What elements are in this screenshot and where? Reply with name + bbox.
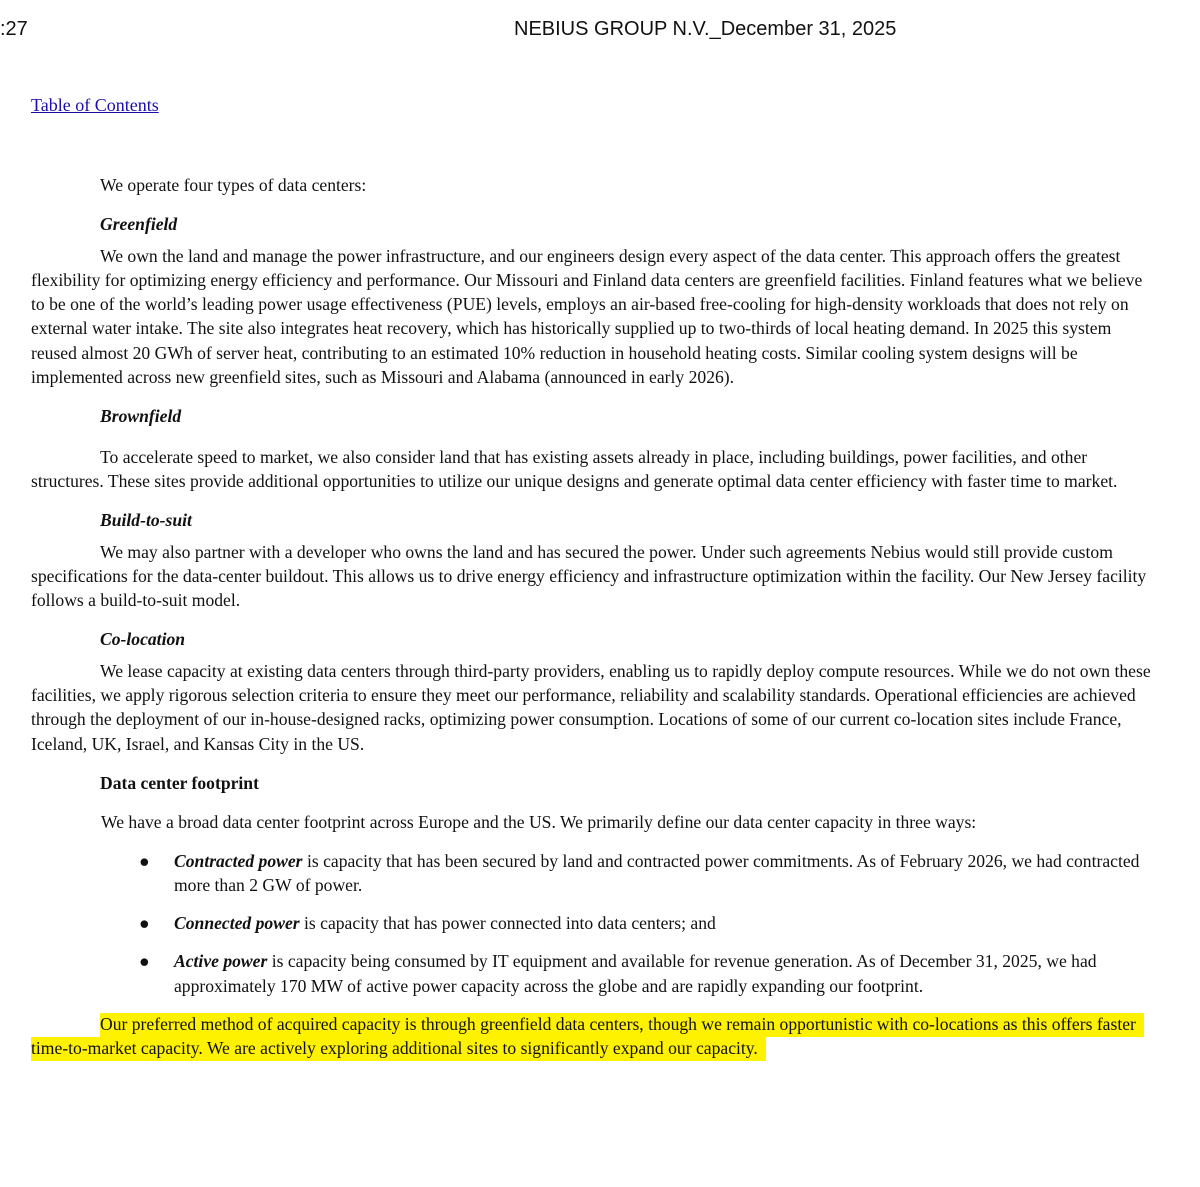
bullet-icon: ●: [139, 951, 150, 972]
document-title: NEBIUS GROUP N.V._December 31, 2025: [514, 18, 897, 40]
header-time-fragment: :27: [0, 18, 28, 40]
section-body-build-to-suit: We may also partner with a developer who owns the land and has secured the power. Under such agreements Nebius would still provide custom specifications for the data-center buildout. This allows us to drive energy efficiency and infrastructure optimization within the facility. Our New Jersey facility follows a build-to-suit model.: [31, 541, 1147, 611]
document-body: [31, 173, 1153, 1061]
list-item: [31, 849, 1153, 898]
section-body-brownfield: To accelerate speed to market, we also consider land that has existing assets already in place, including buildings, power facilities, and other structures. These sites provide additional opportunities to utilize our unique designs and generate optimal data center efficiency with faster time to market.: [31, 446, 1118, 491]
highlighted-text: Our preferred method of acquired capacity is through greenfield data centers, though we remain opportunistic with co-locations as this offers faster time-to-market capacity. We are actively exploring additional sites to significantly expand our capacity.: [31, 1013, 1144, 1061]
table-of-contents-link[interactable]: Table of Contents: [31, 95, 159, 115]
bullet-text: is capacity being consumed by IT equipment and available for revenue generation. As of December 31, 2025, we had approximately 170 MW of active power capacity across the globe and are rapidly expanding our footprint.: [174, 951, 1097, 996]
list-item: [31, 911, 1153, 935]
footprint-intro: We have a broad data center footprint across Europe and the US. We primarily define our data center capacity in three ways:: [101, 812, 977, 833]
bullet-text: is capacity that has power connected into data centers; and: [299, 913, 716, 934]
bullet-term: Contracted power: [174, 850, 303, 871]
section-heading-greenfield: Greenfield: [100, 214, 178, 235]
list-item: [31, 949, 1153, 998]
bullet-icon: ●: [139, 913, 150, 934]
capacity-definitions-list: [31, 849, 1153, 998]
footprint-heading: Data center footprint: [100, 772, 259, 793]
section-heading-co-location: Co-location: [100, 629, 186, 650]
section-heading-brownfield: Brownfield: [100, 406, 182, 427]
intro-paragraph: We operate four types of data centers:: [100, 175, 367, 195]
bullet-text: is capacity that has been secured by land and contracted power commitments. As of February 2026, we had contracted more than 2 GW of power.: [174, 850, 1140, 895]
bullet-term: Connected power: [174, 913, 300, 934]
bullet-icon: ●: [139, 850, 150, 871]
bullet-term: Active power: [174, 951, 268, 972]
section-body-greenfield: We own the land and manage the power infrastructure, and our engineers design every aspect of the data center. This approach offers the greatest flexibility for optimizing energy efficiency and performance. Our Missouri and Finland data centers are greenfield facilities. Finland features what we believe to be one of the world’s leading power usage effectiveness (PUE) levels, employs an air-based free-cooling for high-density workloads that does not rely on external water intake. The site also integrates heat recovery, which has historically supplied up to two-thirds of local heating demand. In 2025 this system reused almost 20 GWh of server heat, contributing to an estimated 10% reduction in household heating costs. Similar cooling system designs will be implemented across new greenfield sites, such as Missouri and Alabama (announced in early 2026).: [31, 245, 1143, 388]
highlighted-paragraph: [31, 1012, 1153, 1061]
section-heading-build-to-suit: Build-to-suit: [100, 510, 192, 531]
section-body-co-location: We lease capacity at existing data centers through third-party providers, enabling us to rapidly deploy compute resources. While we do not own these facilities, we apply rigorous selection criteria to ensure they meet our performance, reliability and scalability standards. Operational efficiencies are achieved through the deployment of our in-house-designed racks, optimizing power consumption. Locations of some of our current co-location sites include France, Iceland, UK, Israel, and Kansas City in the US.: [31, 660, 1151, 754]
page-header: [0, 14, 1200, 48]
